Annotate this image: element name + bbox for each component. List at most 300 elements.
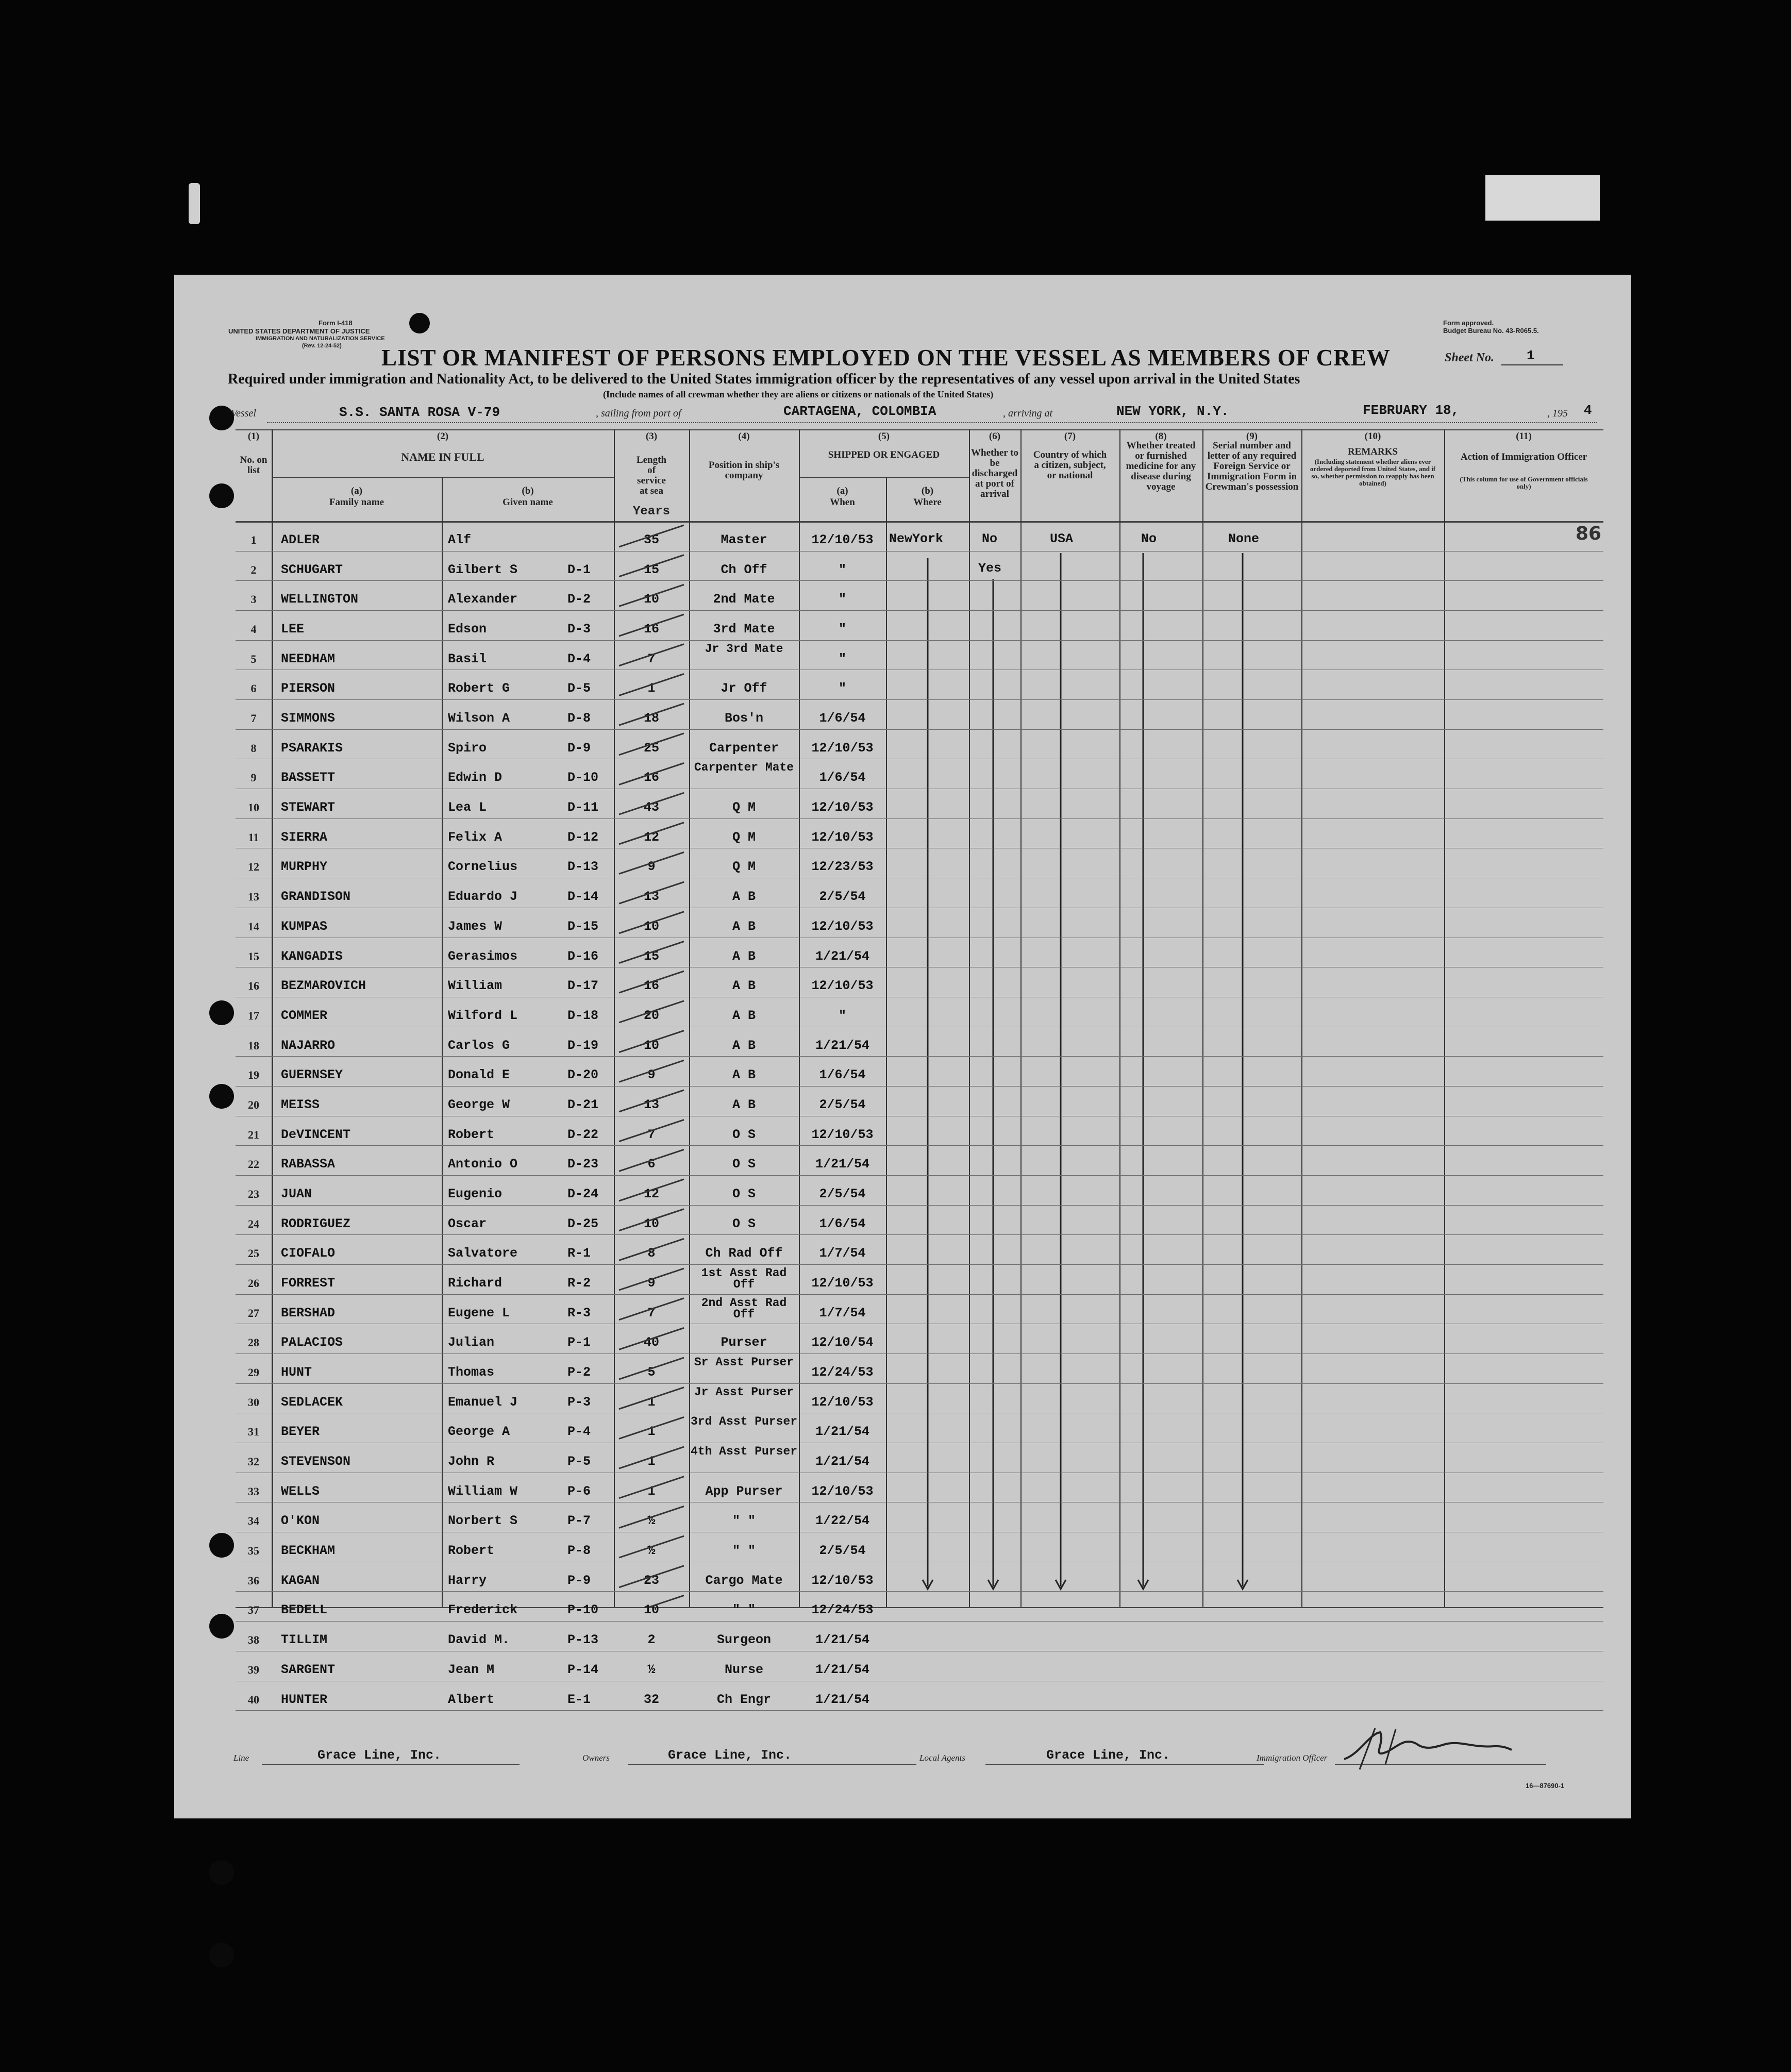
years-at-sea: 1 <box>647 1454 656 1469</box>
shipped-when: 1/6/54 <box>819 1067 866 1083</box>
agents-underline <box>985 1764 1264 1765</box>
position: A B <box>732 1067 756 1083</box>
family-name: KAGAN <box>281 1573 320 1588</box>
years-at-sea: 15 <box>643 948 659 964</box>
tally-mark <box>619 793 684 814</box>
tally-mark <box>619 1209 684 1231</box>
family-name: JUAN <box>281 1186 312 1201</box>
family-name: TILLIM <box>281 1632 328 1648</box>
given-name: Felix A <box>448 829 503 845</box>
crew-code: D-3 <box>567 622 591 637</box>
row-number: 4 <box>250 623 257 636</box>
position: A B <box>732 1097 756 1112</box>
col3-number: (3) <box>645 431 658 442</box>
col11-number: (11) <box>1516 431 1532 442</box>
position: " " <box>732 1513 756 1529</box>
arrival-port: NEW YORK, N.Y. <box>1116 404 1229 419</box>
col11-header: Action of Immigration Officer <box>1460 452 1587 462</box>
crew-code: R-1 <box>567 1246 591 1261</box>
years-at-sea: 7 <box>647 651 656 666</box>
row-number: 31 <box>248 1425 259 1439</box>
row-number: 5 <box>250 652 257 665</box>
position: O S <box>732 1186 756 1201</box>
position: Ch Rad Off <box>705 1246 783 1261</box>
given-name: John R <box>448 1454 495 1469</box>
years-at-sea: ½ <box>647 1513 656 1529</box>
family-name: SEDLACEK <box>281 1394 343 1410</box>
years-at-sea: 10 <box>643 1602 659 1618</box>
tally-mark <box>619 1388 684 1409</box>
crew-code: E-1 <box>567 1692 591 1707</box>
years-at-sea: 10 <box>643 918 659 934</box>
shipped-when: 1/7/54 <box>819 1246 866 1261</box>
years-at-sea: 16 <box>643 622 659 637</box>
given-name: Alexander <box>448 592 518 607</box>
years-at-sea: 10 <box>643 1216 659 1231</box>
family-name: NAJARRO <box>281 1038 336 1053</box>
tally-mark <box>619 1031 684 1052</box>
col9-number: (9) <box>1246 431 1258 442</box>
given-name: Norbert S <box>448 1513 518 1529</box>
years-at-sea: 5 <box>647 1365 656 1380</box>
tally-mark <box>619 1417 684 1439</box>
crew-code: D-1 <box>567 562 591 577</box>
page-title: LIST OR MANIFEST OF PERSONS EMPLOYED ON THE VESSEL AS MEMBERS OF CREW <box>381 345 1391 371</box>
col10-number: (10) <box>1364 431 1381 442</box>
years-at-sea: 35 <box>643 532 659 547</box>
row-number: 38 <box>248 1633 259 1647</box>
position: Ch Off <box>721 562 767 577</box>
row-number: 32 <box>248 1455 259 1468</box>
officer-signature <box>1339 1723 1514 1775</box>
shipped-when: 2/5/54 <box>819 1186 866 1201</box>
shipped-when: 12/24/53 <box>811 1365 874 1380</box>
shipped-when: " <box>838 562 846 577</box>
crew-code: P-5 <box>567 1454 591 1469</box>
punch-hole <box>209 406 234 430</box>
col1-header: No. on list <box>240 455 267 476</box>
col6-header: Whether to be discharged at port of arrival <box>971 447 1018 499</box>
crew-code: D-19 <box>567 1038 599 1053</box>
crew-code: P-2 <box>567 1365 591 1380</box>
given-name: Oscar <box>448 1216 487 1231</box>
position: " " <box>732 1602 756 1618</box>
tally-mark <box>619 823 684 844</box>
crew-code: P-1 <box>567 1335 591 1350</box>
punch-hole <box>209 1084 234 1109</box>
family-name: SCHUGART <box>281 562 343 577</box>
shipped-when: 1/6/54 <box>819 1216 866 1231</box>
punch-hole <box>209 483 234 508</box>
tally-mark <box>619 1149 684 1171</box>
crew-code: P-13 <box>567 1632 599 1648</box>
subtitle: Required under immigration and Nationality Act, to be delivered to the United States immigration officer by the representatives of any vessel upon arrival in the United States <box>228 371 1300 387</box>
tally-mark <box>619 1239 684 1260</box>
given-name: Albert <box>448 1692 495 1707</box>
shipped-when: 2/5/54 <box>819 1097 866 1112</box>
owners-value: Grace Line, Inc. <box>668 1748 792 1763</box>
tally-mark <box>619 1566 684 1588</box>
crew-code: D-24 <box>567 1186 599 1201</box>
col4-number: (4) <box>738 431 750 442</box>
crew-code: D-14 <box>567 889 599 905</box>
years-at-sea: 20 <box>643 1008 659 1023</box>
years-at-sea: 10 <box>643 592 659 607</box>
sailing-label: , sailing from port of <box>596 408 681 419</box>
officer-label: Immigration Officer <box>1257 1753 1328 1763</box>
row-number: 14 <box>248 920 259 933</box>
row-number: 10 <box>248 801 259 814</box>
col2-header: NAME IN FULL <box>401 450 484 463</box>
given-name: James W <box>448 918 503 934</box>
col2b-number: (b) <box>522 486 534 496</box>
crew-code: D-10 <box>567 770 599 786</box>
given-name: Edwin D <box>448 770 503 786</box>
tally-mark <box>619 1328 684 1349</box>
shipped-when: 12/10/53 <box>811 829 874 845</box>
archive-tab <box>1485 175 1600 221</box>
col4-header: Position in ship's company <box>708 460 780 481</box>
col2b-header: Given name <box>503 497 553 508</box>
tally-mark <box>619 674 684 695</box>
shipped-when: 12/10/53 <box>811 1276 874 1291</box>
crew-code: D-18 <box>567 1008 599 1023</box>
instruction-note: (Include names of all crewman whether they are aliens or citizens or nationals of the United States) <box>603 389 994 399</box>
row-number: 7 <box>250 712 257 725</box>
crew-code: D-11 <box>567 800 599 815</box>
family-name: PSARAKIS <box>281 740 343 756</box>
row-number: 20 <box>248 1098 259 1111</box>
shipped-when: 1/6/54 <box>819 770 866 786</box>
arriving-label: , arriving at <box>1003 408 1053 419</box>
position: Bos'n <box>724 711 763 726</box>
tally-mark <box>619 1506 684 1528</box>
col2a-header: Family name <box>329 497 384 508</box>
crew-code: D-4 <box>567 651 591 666</box>
shipped-when: " <box>838 592 846 607</box>
position: A B <box>732 889 756 905</box>
row-number: 9 <box>250 771 257 784</box>
tally-mark <box>619 1090 684 1112</box>
row1-treated: No <box>1141 531 1157 546</box>
col2a-number: (a) <box>350 486 363 496</box>
line-underline <box>262 1764 520 1765</box>
budget-bureau: Budget Bureau No. 43-R065.5. <box>1443 327 1539 335</box>
shipped-when: " <box>838 622 846 637</box>
crew-code: D-2 <box>567 592 591 607</box>
crew-table <box>236 429 1603 1707</box>
position: Q M <box>732 859 756 875</box>
vessel-name: S.S. SANTA ROSA V-79 <box>339 405 500 420</box>
family-name: SARGENT <box>281 1662 336 1677</box>
print-code: 16—87690-1 <box>1526 1782 1565 1790</box>
years-at-sea: 12 <box>643 829 659 845</box>
col1-number: (1) <box>247 431 260 442</box>
position: Carpenter <box>709 740 779 756</box>
shipped-when: 1/21/54 <box>815 948 870 964</box>
row-number: 35 <box>248 1544 259 1558</box>
given-name: Richard <box>448 1276 503 1291</box>
given-name: David M. <box>448 1632 510 1648</box>
given-name: George W <box>448 1097 510 1112</box>
sheet-number: 1 <box>1527 348 1535 363</box>
years-at-sea: ½ <box>647 1662 656 1677</box>
position: Ch Engr <box>716 1692 772 1707</box>
years-at-sea: 10 <box>643 1038 659 1053</box>
year-label: , 195 <box>1547 408 1568 419</box>
shipped-when: 12/10/53 <box>811 1394 874 1410</box>
family-name: PALACIOS <box>281 1335 343 1350</box>
row-number: 3 <box>250 593 257 606</box>
given-name: George A <box>448 1424 510 1440</box>
row1-discharged: No <box>982 531 998 546</box>
position: 2nd Mate <box>713 592 775 607</box>
given-name: Wilford L <box>448 1008 518 1023</box>
crew-code: D-12 <box>567 829 599 845</box>
given-name: Harry <box>448 1573 487 1588</box>
crew-code: R-3 <box>567 1305 591 1321</box>
years-at-sea: 13 <box>643 889 659 905</box>
punch-hole <box>209 1614 234 1639</box>
col2-number: (2) <box>437 431 449 442</box>
crew-code: P-9 <box>567 1573 591 1588</box>
given-name: Frederick <box>448 1602 518 1618</box>
row-number: 39 <box>248 1663 259 1676</box>
family-name: SIMMONS <box>281 711 336 726</box>
position: Jr Off <box>721 681 767 696</box>
family-name: PIERSON <box>281 681 336 696</box>
col6-number: (6) <box>989 431 1001 442</box>
tally-mark <box>619 852 684 874</box>
shipped-when: 1/22/54 <box>815 1513 870 1529</box>
crew-code: D-21 <box>567 1097 599 1112</box>
line-value: Grace Line, Inc. <box>317 1748 442 1763</box>
family-name: KANGADIS <box>281 948 343 964</box>
given-name: Gilbert S <box>448 562 518 577</box>
sheet-line <box>1501 364 1563 365</box>
form-approved: Form approved. <box>1443 319 1494 327</box>
col9-header: Serial number and letter of any required Foreign Service or Immigration Form in Crewman's possession <box>1205 440 1299 492</box>
position: Q M <box>732 800 756 815</box>
crew-code: P-6 <box>567 1483 591 1499</box>
position: Jr Asst Purser <box>694 1385 794 1399</box>
row-number: 18 <box>248 1039 259 1052</box>
col5b-header: Where <box>913 497 942 508</box>
crew-code: P-7 <box>567 1513 591 1529</box>
row-number: 1 <box>250 533 257 546</box>
given-name: Jean M <box>448 1662 495 1677</box>
tally-mark <box>619 1447 684 1468</box>
col8-header: Whether treated or furnished medicine for any disease during voyage <box>1126 440 1196 492</box>
col5b-number: (b) <box>921 486 934 496</box>
family-name: BEZMAROVICH <box>281 978 366 994</box>
tally-mark <box>619 1179 684 1201</box>
department-name: UNITED STATES DEPARTMENT OF JUSTICE <box>228 327 370 335</box>
years-at-sea: 7 <box>647 1305 656 1321</box>
years-at-sea: 6 <box>647 1157 656 1172</box>
shipped-when: 12/10/53 <box>811 1127 874 1142</box>
years-at-sea: 12 <box>643 1186 659 1201</box>
family-name: WELLS <box>281 1483 320 1499</box>
given-name: Basil <box>448 651 487 666</box>
given-name: Edson <box>448 622 487 637</box>
years-at-sea: 7 <box>647 1127 656 1142</box>
tally-mark <box>619 882 684 904</box>
position: O S <box>732 1216 756 1231</box>
crew-code: D-22 <box>567 1127 599 1142</box>
given-name: Robert G <box>448 681 510 696</box>
tally-mark <box>619 1001 684 1023</box>
position: 3rd Mate <box>713 622 775 637</box>
given-name: Salvatore <box>448 1246 518 1261</box>
sheet-label: Sheet No. <box>1445 351 1494 364</box>
family-name: STEWART <box>281 800 336 815</box>
crew-code: R-2 <box>567 1276 591 1291</box>
shipped-when: 12/10/54 <box>811 1335 874 1350</box>
family-name: SIERRA <box>281 829 328 845</box>
years-at-sea: 40 <box>643 1335 659 1350</box>
vessel-label: Vessel <box>231 408 256 419</box>
tally-mark <box>619 1298 684 1320</box>
crew-code: D-5 <box>567 681 591 696</box>
service-name: IMMIGRATION AND NATURALIZATION SERVICE <box>256 336 385 342</box>
position: Carpenter Mate <box>694 761 794 775</box>
years-at-sea: 8 <box>647 1246 656 1261</box>
crew-code: D-17 <box>567 978 599 994</box>
years-at-sea: 43 <box>643 800 659 815</box>
row1-serial: None <box>1228 531 1260 546</box>
tally-mark <box>619 1536 684 1558</box>
position: Cargo Mate <box>705 1573 783 1588</box>
years-at-sea: 1 <box>647 1424 656 1440</box>
family-name: RODRIGUEZ <box>281 1216 351 1231</box>
tally-mark <box>619 733 684 755</box>
given-name: Eduardo J <box>448 889 518 905</box>
years-at-sea: 16 <box>643 978 659 994</box>
tally-mark <box>619 912 684 933</box>
col7-number: (7) <box>1064 431 1076 442</box>
row-number: 26 <box>248 1277 259 1290</box>
given-name: Julian <box>448 1335 495 1350</box>
shipped-when: " <box>838 1008 846 1023</box>
tally-mark <box>619 1358 684 1379</box>
years-at-sea: 23 <box>643 1573 659 1588</box>
col3-unit: Years <box>632 505 670 519</box>
position: O S <box>732 1157 756 1172</box>
given-name: Emanuel J <box>448 1394 518 1410</box>
row-number: 21 <box>248 1128 259 1141</box>
tally-marks <box>236 429 1603 1607</box>
tally-mark <box>619 1477 684 1498</box>
col5a-number: (a) <box>836 486 848 496</box>
shipped-when: 1/21/54 <box>815 1632 870 1648</box>
position: Master <box>721 532 767 547</box>
tally-mark <box>619 1060 684 1082</box>
owners-underline <box>628 1764 916 1765</box>
punch-hole <box>209 1000 234 1025</box>
family-name: ADLER <box>281 532 320 547</box>
given-name: Wilson A <box>448 711 510 726</box>
row-number: 28 <box>248 1336 259 1349</box>
given-name: Alf <box>448 532 472 547</box>
col5-header: SHIPPED OR ENGAGED <box>828 449 940 460</box>
row-number: 37 <box>248 1603 259 1617</box>
family-name: COMMER <box>281 1008 328 1023</box>
shipped-when: 1/7/54 <box>819 1305 866 1321</box>
position: A B <box>732 918 756 934</box>
position: Surgeon <box>716 1632 772 1648</box>
given-name: Antonio O <box>448 1157 518 1172</box>
row1-where: NewYork <box>889 531 944 546</box>
tally-mark <box>619 1120 684 1142</box>
given-name: Carlos G <box>448 1038 510 1053</box>
tally-mark <box>619 1268 684 1290</box>
given-name: William <box>448 978 503 994</box>
years-at-sea: 9 <box>647 1276 656 1291</box>
family-name: RABASSA <box>281 1157 336 1172</box>
paper-scrap <box>189 183 200 224</box>
family-name: CIOFALO <box>281 1246 336 1261</box>
family-name: LEE <box>281 622 305 637</box>
shipped-when: 12/10/53 <box>811 1483 874 1499</box>
row1-annotation: 86 <box>1576 523 1602 544</box>
shipped-when: 1/6/54 <box>819 711 866 726</box>
family-name: STEVENSON <box>281 1454 351 1469</box>
shipped-when: 1/21/54 <box>815 1692 870 1707</box>
crew-code: D-25 <box>567 1216 599 1231</box>
shipped-when: 1/21/54 <box>815 1454 870 1469</box>
manifest-sheet <box>174 275 1631 1818</box>
given-name: Eugenio <box>448 1186 503 1201</box>
tally-mark <box>619 614 684 636</box>
years-at-sea: 1 <box>647 1483 656 1499</box>
shipped-when: 1/21/54 <box>815 1662 870 1677</box>
years-at-sea: 9 <box>647 859 656 875</box>
row-number: 33 <box>248 1484 259 1498</box>
given-name: Spiro <box>448 740 487 756</box>
agents-label: Local Agents <box>919 1753 965 1763</box>
tally-mark <box>619 1595 684 1607</box>
years-at-sea: 1 <box>647 681 656 696</box>
crew-code: P-4 <box>567 1424 591 1440</box>
row2-discharged: Yes <box>978 561 1002 576</box>
given-name: William W <box>448 1483 518 1499</box>
family-name: FORREST <box>281 1276 336 1291</box>
given-name: Donald E <box>448 1067 510 1083</box>
row-number: 17 <box>248 1009 259 1022</box>
position: Jr 3rd Mate <box>705 642 783 656</box>
shipped-when: 12/23/53 <box>811 859 874 875</box>
years-at-sea: 18 <box>643 711 659 726</box>
position: App Purser <box>705 1483 783 1499</box>
punch-hole <box>209 1943 234 1967</box>
col3-header: Length of service at sea <box>636 455 667 496</box>
shipped-when: 12/10/53 <box>811 532 874 547</box>
position: 4th Asst Purser <box>690 1445 798 1459</box>
family-name: O'KON <box>281 1513 320 1529</box>
row-number: 19 <box>248 1068 259 1082</box>
family-name: GRANDISON <box>281 889 351 905</box>
family-name: HUNTER <box>281 1692 328 1707</box>
crew-code: D-9 <box>567 740 591 756</box>
family-name: BEDELL <box>281 1602 328 1618</box>
shipped-when: 12/10/53 <box>811 800 874 815</box>
crew-code: D-8 <box>567 711 591 726</box>
shipped-when: 1/21/54 <box>815 1424 870 1440</box>
shipped-when: " <box>838 651 846 666</box>
family-name: NEEDHAM <box>281 651 336 666</box>
year-digit: 4 <box>1584 403 1592 418</box>
